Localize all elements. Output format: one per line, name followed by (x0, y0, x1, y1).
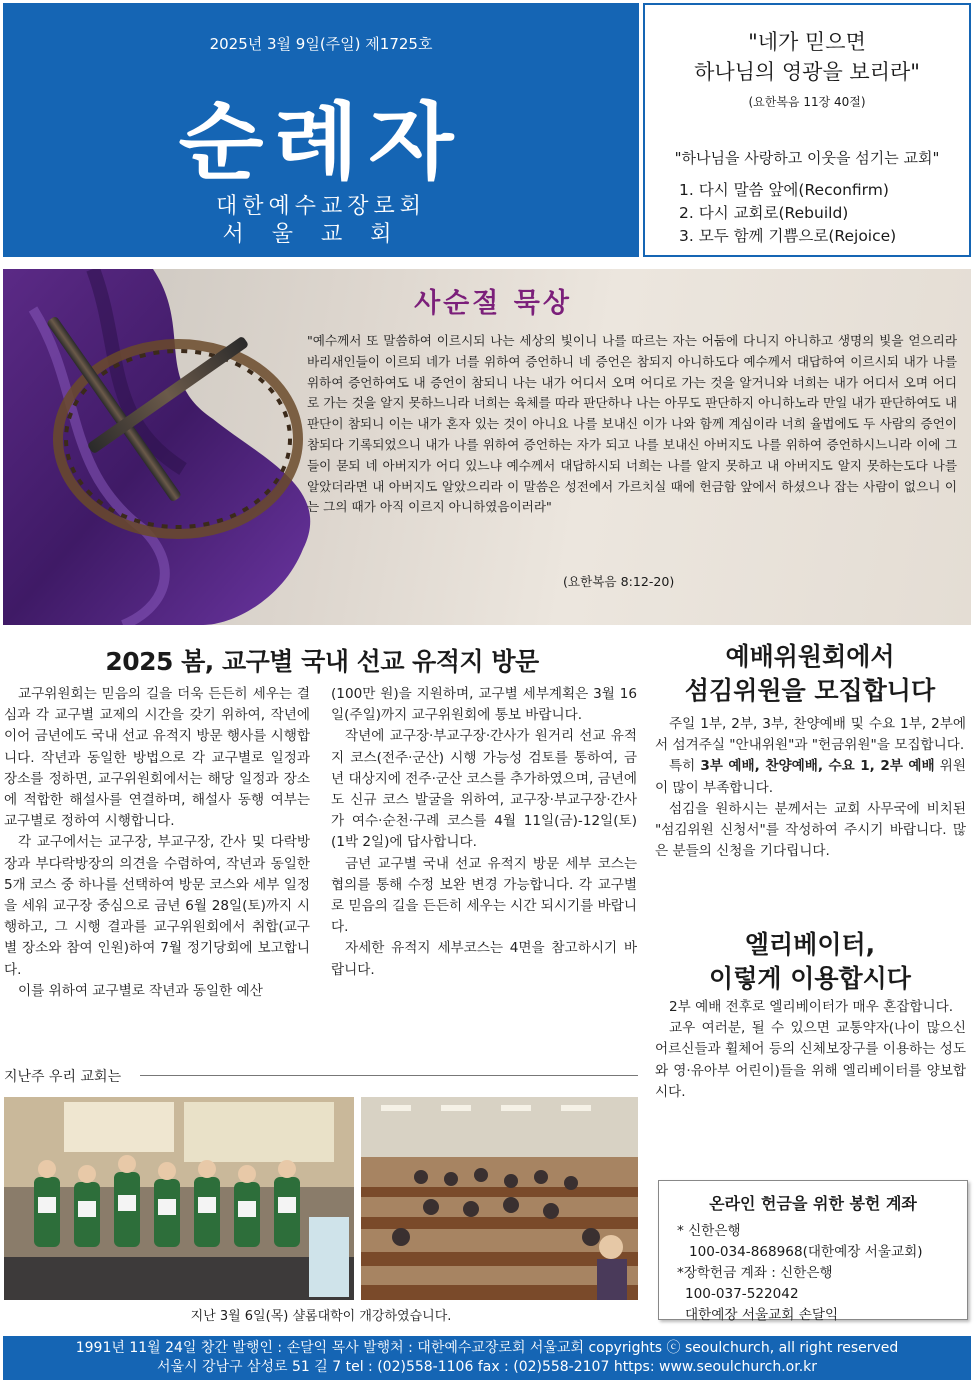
lent-reference: (요한복음 8:12-20) (563, 574, 675, 589)
lent-title: 사순절 묵상 (414, 288, 572, 319)
worship-title-line1: 예배위원회에서 (725, 642, 895, 671)
worship-notice-body (655, 714, 966, 862)
photo-caption: 지난 3월 6일(목) 샬롬대학이 개강하였습니다. (190, 1309, 452, 1324)
motto-quote-line1: "네가 믿으면 (748, 30, 866, 54)
worship-highlight: 3부 예배, 찬양예배, 수요 1, 2부 예배 (700, 758, 935, 775)
article-paragraph: 각 교구에서는 교구장, 부교구장, 간사 및 다락방장과 부다락방장의 의견을 수렴하여, 작년과 동일한 5개 코스 중 하나를 선택하여 방문 코스와 세부 일정을 세워 교구장 중심으로 금년 6월 28일(토)까지 시행하고, 그 시행 결과를 교구위원회에서 취합(교구별 장소와 참여 인원)하여 7월 정기당회에 보고합니다. (4, 834, 310, 978)
vision-item: 1. 다시 말씀 앞에(Reconfirm) (679, 181, 889, 199)
article-column-1 (4, 684, 310, 1002)
classroom-audience-photo (361, 1097, 638, 1300)
worship-notice-title (650, 640, 970, 708)
article-title: 2025 봄, 교구별 국내 선교 유적지 방문 (105, 647, 539, 676)
issue-date: 2025년 3월 9일(주일) 제1725호 (209, 35, 433, 53)
footer-line2: 서울시 강남구 삼성로 51 길 7 tel : (02)558-1106 fax : (02)558-2107 https: www.seoulchurch.or.kr (156, 1359, 818, 1375)
past-week-label: 지난주 우리 교회는 (4, 1066, 127, 1086)
church-name-line1: 대한예수교장로회 (215, 194, 427, 219)
lent-scripture: "예수께서 또 말씀하여 이르시되 나는 세상의 빛이니 나를 따르는 자는 어둠에 다니지 아니하고 생명의 빛을 얻으리라 바리새인들이 이르되 네가 너를 위하여 증언하니 네 증언은 참되지 아니하도다 예수께서 대답하여 이르시되 내가 나를 위하여 증언하여도 내 증언이 참되니 나는 내가 어디서 오며 어디로 가는 것을 알거니와 너희는 내가 어디서 오며 어디로 가는 것을 알지 못하느니라 너희는 육체를 따라 판단하나 나는 아무도 판단하지 아니하노라 만일 내가 판단하여도 내 판단이 참되니 이는 내가 혼자 있는 것이 아니요 나를 보내신 이가 나와 함께 계심이라 너희 율법에도 두 사람의 증언이 참되다 기록되었으니 내가 나를 위하여 증언하는 자가 되고 나를 보내신 아버지도 나를 위하여 증언하시느니라 이에 그들이 묻되 네 아버지가 어디 있느냐 예수께서 대답하시되 너희는 나를 알지 못하고 내 아버지도 알지 못하는도다 나를 알았더라면 내 아버지도 알았으리라 이 말씀은 성전에서 가르치실 때에 헌금함 앞에서 하셨으나 잡는 사람이 없으니 이는 그의 때가 아직 이르지 아니하였음이러라" (307, 333, 957, 515)
shalom-college-choir-photo (4, 1097, 354, 1300)
worship-paragraph (655, 756, 966, 798)
article-paragraph: 이를 위하여 교구별로 작년과 동일한 예산 (18, 982, 263, 999)
lent-banner (3, 269, 971, 625)
account-title: 온라인 헌금을 위한 봉헌 계좌 (709, 1194, 917, 1213)
motto-quote (645, 27, 969, 87)
worship-paragraph-suffix: 위원이 많이 부족합니다. (655, 758, 967, 796)
worship-paragraph: 주일 1부, 2부, 3부, 찬양예배 및 수요 1부, 2부에서 섬겨주실 "안내위원"과 "헌금위원"을 모집합니다. (655, 716, 966, 754)
elevator-paragraph: 교우 여러분, 될 수 있으면 교통약자(나이 많으신 어르신들과 휠체어 등의 신체보장구를 이용하는 성도와 영·유아부 어린이)들을 위해 엘리베이터를 양보합시다. (655, 1020, 966, 1100)
article-column-2 (331, 684, 637, 981)
article-paragraph: 자세한 유적지 세부코스는 4면을 참고하시기 바랍니다. (331, 940, 637, 978)
account-line: * 신한은행 (677, 1223, 741, 1239)
account-number: 100-037-522042 (685, 1286, 799, 1302)
motto-reference: (요한복음 11장 40절) (748, 95, 866, 109)
motto-quote-line2: 하나님의 영광을 보리라" (694, 60, 920, 84)
vision-item: 2. 다시 교회로(Rebuild) (679, 204, 849, 222)
motto-box (643, 3, 971, 257)
article-paragraph: 교구위원회는 믿음의 길을 더욱 든든히 세우는 결심과 각 교구별 교제의 시간을 갖기 위하여, 작년에 이어 금년에도 국내 선교 유적지 방문 행사를 시행합니다. 작년과 동일한 방법으로 각 교구별로 일정과 장소를 정하면, 교구위원회에서는 해당 일정과 장소에 적합한 해설사를 연결하며, 해설사 동행 여부는 교구별로 정하여 시행합니다. (4, 686, 311, 830)
account-number: 100-034-868968(대한예장 서울교회) (689, 1244, 923, 1260)
publication-footer (3, 1336, 971, 1380)
worship-paragraph-prefix: 특히 (669, 758, 701, 775)
elevator-title-line1: 엘리베이터, (744, 930, 876, 959)
elevator-title-line2: 이렇게 이용합시다 (709, 964, 911, 993)
worship-paragraph: 섬김을 원하시는 분께서는 교회 사무국에 비치된 "섬김위원 신청서"를 작성하여 주시기 바랍니다. 많은 분들의 신청을 기다립니다. (655, 800, 966, 860)
church-name-line2: 서울교회 (222, 222, 420, 247)
elevator-notice-title (650, 928, 970, 996)
newsletter-logo: 순례자 (178, 93, 464, 192)
church-vision: "하나님을 사랑하고 이웃을 섬기는 교회" (674, 149, 940, 167)
worship-title-line2: 섬김위원을 모집합니다 (684, 676, 936, 705)
article-paragraph: 금년 교구별 국내 선교 유적지 방문 세부 코스는 협의를 통해 수정 보완 변경 가능합니다. 각 교구별로 믿음의 길을 든든히 세우는 시간 되시기를 바랍니다. (331, 855, 638, 936)
offering-account-box (658, 1180, 968, 1323)
account-holder: 대한예장 서울교회 손달익 (685, 1307, 839, 1323)
vision-item: 3. 모두 함께 기쁨으로(Rejoice) (679, 227, 897, 245)
elevator-notice-body (655, 997, 966, 1103)
section-divider (140, 1075, 638, 1076)
elevator-paragraph: 2부 예배 전후로 엘리베이터가 매우 혼잡합니다. (669, 999, 954, 1015)
article-paragraph: 작년에 교구장·부교구장·간사가 원거리 선교 유적지 코스(전주·군산) 시행 가능성 검토를 통하여, 금년 대상지에 전주·군산 코스를 추가하였으며, 금년에도 신규 코스 발굴을 위하여, 교구장·부교구장·간사가 여수·순천·구례 코스를 4월 11일(금)-12일(토)(1박 2일)에 답사합니다. (331, 728, 638, 851)
footer-line1: 1991년 11월 24일 창간 발행인 : 손달익 목사 발행처 : 대한예수교장로회 서울교회 copyrights ⓒ seoulchurch, all right reserved (75, 1340, 899, 1356)
article-paragraph: (100만 원)을 지원하며, 교구별 세부계획은 3월 16일(주일)까지 교구위원회에 통보 바랍니다. (331, 686, 637, 724)
account-line: *장학헌금 계좌 : 신한은행 (677, 1265, 833, 1281)
masthead (3, 3, 639, 257)
account-details (677, 1221, 967, 1326)
vision-list (679, 179, 969, 248)
